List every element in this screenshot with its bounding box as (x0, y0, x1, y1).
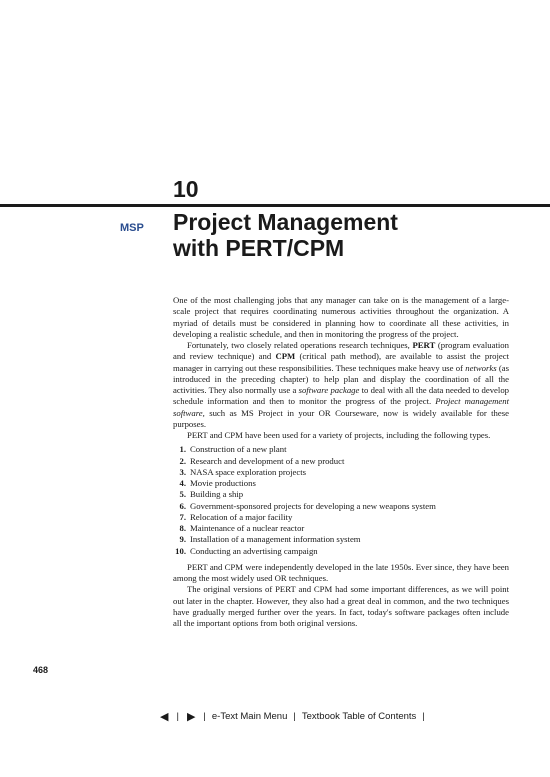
techniques-text-a: Fortunately, two closely related operations research techniques, (187, 340, 413, 350)
list-item-text: Movie productions (190, 478, 256, 488)
list-item-text: NASA space exploration projects (190, 466, 307, 477)
list-item-number: 6. (179, 500, 186, 511)
project-management-software-term: Project management software, (173, 396, 510, 418)
differences-paragraph: The original versions of PERT and CPM had some important differences, as we will point out later in the chapter. However, they also had a great deal in common, and the two techniques have gradually merged further over the years. In fact, today's software packages often include all the important options from both original versions. (173, 584, 509, 628)
list-item (173, 523, 509, 534)
list-item-number: 5. (179, 489, 186, 500)
project-types-intro: PERT and CPM have been used for a variety of projects, including the following types. (187, 430, 491, 440)
list-item-number: 3. (179, 466, 186, 477)
list-item-number: 4. (179, 478, 186, 488)
techniques-paragraph (173, 340, 509, 430)
list-item-number: 10. (175, 545, 186, 556)
list-item-text: Construction of a new plant (190, 444, 287, 455)
ebook-nav-bar (158, 709, 431, 723)
msp-label: MSP (120, 222, 144, 234)
chapter-number: 10 (173, 176, 199, 202)
chapter-rule (0, 204, 550, 207)
techniques-text-f: such as MS Project in your OR Courseware, now is widely available for these purposes. (173, 407, 509, 429)
techniques-text-c: (critical path method), are available to assist the project manager in carrying out these responsibilities. These techniques make heavy use of (173, 351, 509, 373)
next-page-icon[interactable]: ▶ (186, 710, 196, 723)
nav-divider: | (293, 710, 296, 722)
list-item-text: Relocation of a major facility (190, 511, 293, 522)
techniques-text-e: to deal with all the data needed to develop schedule information and then to monitor the progress of the project. (173, 385, 510, 407)
networks-term: networks (465, 362, 497, 373)
body-text (173, 295, 509, 629)
software-package-term: software package (298, 385, 360, 395)
list-item (173, 501, 509, 512)
nav-divider: | (203, 710, 206, 722)
chapter-title-line-2: with PERT/CPM (173, 235, 345, 261)
techniques-text-d: (as introduced in the preceding chapter) to help plan and display the coordination of all the activities. They also normally use a (173, 362, 509, 395)
list-item-text: Government-sponsored projects for developing a new weapons system (190, 500, 436, 511)
history-paragraph: PERT and CPM were independently developed in the late 1950s. Ever since, they have been among the most widely used OR techniques. (173, 561, 509, 583)
nav-divider: | (422, 710, 425, 722)
list-item (173, 456, 509, 467)
previous-page-icon[interactable]: ◀ (160, 710, 169, 723)
list-item (173, 444, 509, 455)
list-item (173, 512, 509, 523)
list-item-text: Research and development of a new product (190, 455, 345, 466)
list-item (173, 534, 509, 545)
list-item-text: Building a ship (190, 489, 244, 500)
list-item-number: 2. (179, 455, 186, 466)
page-number: 468 (33, 665, 49, 675)
list-item (173, 546, 509, 557)
list-item-number: 7. (179, 511, 186, 522)
list-item-number: 9. (179, 534, 186, 545)
list-item-number: 1. (179, 444, 186, 455)
main-menu-link[interactable]: e-Text Main Menu (211, 710, 288, 722)
chapter-title-line-1: Project Management (173, 209, 398, 235)
cpm-term: CPM (275, 351, 296, 362)
project-types-list (173, 444, 509, 557)
list-item-text: Maintenance of a nuclear reactor (190, 523, 305, 533)
pert-term: PERT (412, 340, 436, 350)
list-item-text: Installation of a management information system (190, 534, 361, 545)
table-of-contents-link[interactable]: Textbook Table of Contents (301, 710, 417, 722)
nav-divider: | (176, 710, 179, 722)
list-item (173, 467, 509, 478)
list-item-number: 8. (179, 523, 186, 533)
list-item-text: Conducting an advertising campaign (190, 545, 318, 556)
list-item (173, 489, 509, 500)
intro-paragraph: One of the most challenging jobs that any manager can take on is the management of a large-scale project that requires coordinating numerous activities throughout the organization. A myriad of details must be considered in planning how to coordinate all these activities, in developing a realistic schedule, and then in monitoring the progress of the project. (173, 295, 509, 339)
chapter-title (173, 209, 398, 261)
list-item (173, 478, 509, 489)
techniques-text-b: (program evaluation and review technique) and (173, 340, 509, 362)
